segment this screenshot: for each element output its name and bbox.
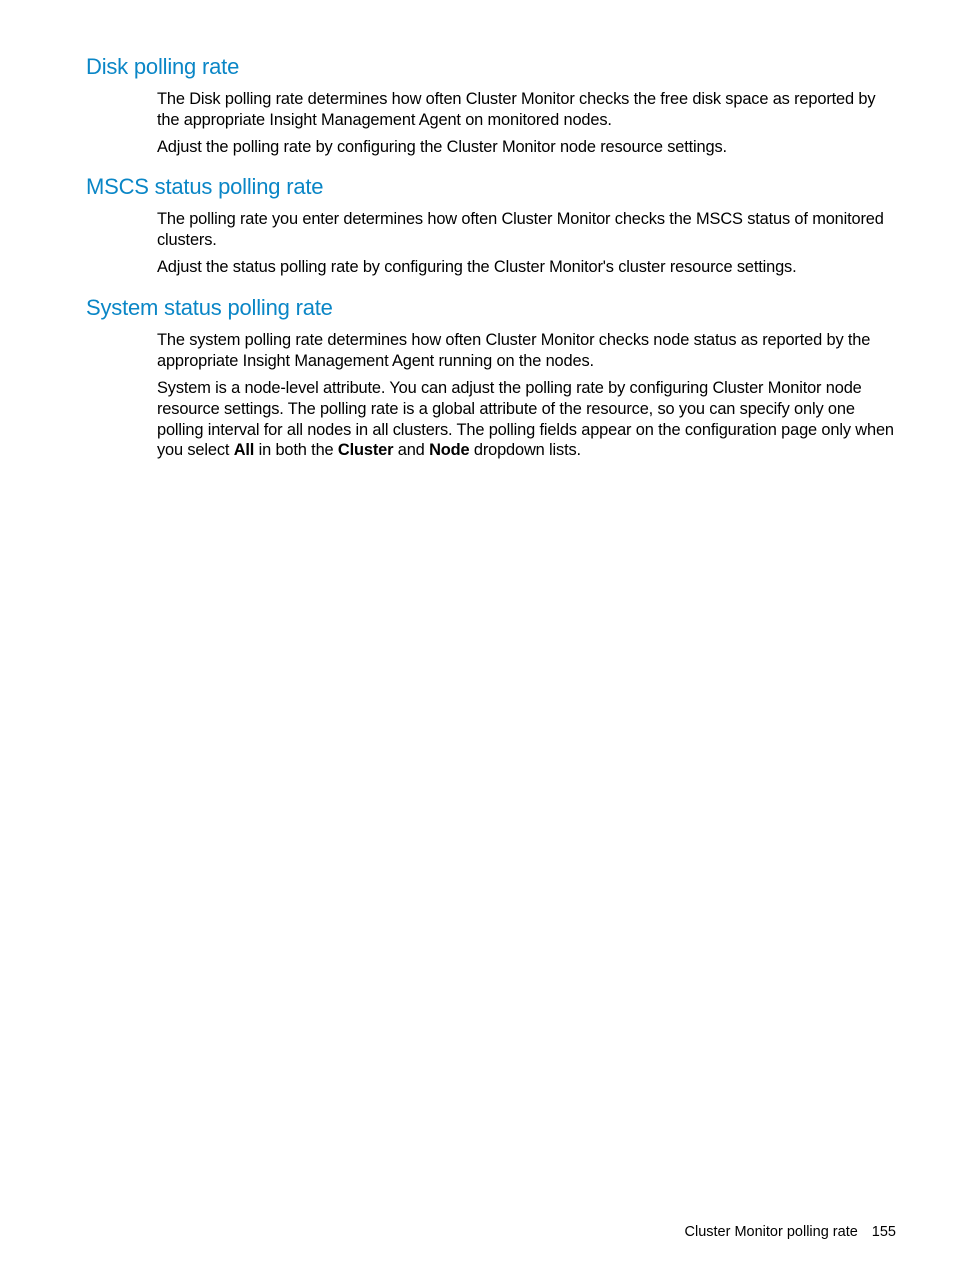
section-heading-system-status-polling-rate: System status polling rate <box>86 295 333 320</box>
footer-section-title: Cluster Monitor polling rate <box>684 1224 858 1240</box>
option-all-label: All <box>233 441 255 460</box>
section-heading-mscs-status-polling-rate: MSCS status polling rate <box>86 174 324 199</box>
system-details-text-2: in both the <box>254 441 338 460</box>
mscs-polling-rate-description: The polling rate you enter determines how often Cluster Monitor checks the MSCS status of monitored clusters. <box>157 210 884 249</box>
disk-polling-rate-adjust-note: Adjust the polling rate by configuring the Cluster Monitor node resource settings. <box>157 138 727 156</box>
section-heading-disk-polling-rate: Disk polling rate <box>86 54 240 79</box>
cluster-dropdown-label: Cluster <box>337 441 394 460</box>
disk-polling-rate-description: The Disk polling rate determines how often Cluster Monitor checks the free disk space as reported by the appropriate Insight Management Agent on monitored nodes. <box>157 90 876 129</box>
node-dropdown-label: Node <box>429 441 470 460</box>
system-details-text-4: dropdown lists. <box>469 441 581 460</box>
mscs-polling-rate-adjust-note: Adjust the status polling rate by configuring the Cluster Monitor's cluster resource settings. <box>157 258 797 276</box>
system-details-text-3: and <box>393 441 430 460</box>
page-footer <box>685 1222 896 1242</box>
system-details-text-1: System is a node-level attribute. You can adjust the polling rate by configuring Cluster Monitor node resource settings. The polling rate is a global attribute of the resource, so you can specify only one polling interval for all nodes in all clusters. The polling fields appear on the configuration page only when you select <box>157 379 894 460</box>
system-polling-rate-description: The system polling rate determines how often Cluster Monitor checks node status as reported by the appropriate Insight Management Agent running on the nodes. <box>157 331 871 370</box>
page-number: 155 <box>871 1224 896 1240</box>
system-polling-rate-details <box>157 378 902 461</box>
